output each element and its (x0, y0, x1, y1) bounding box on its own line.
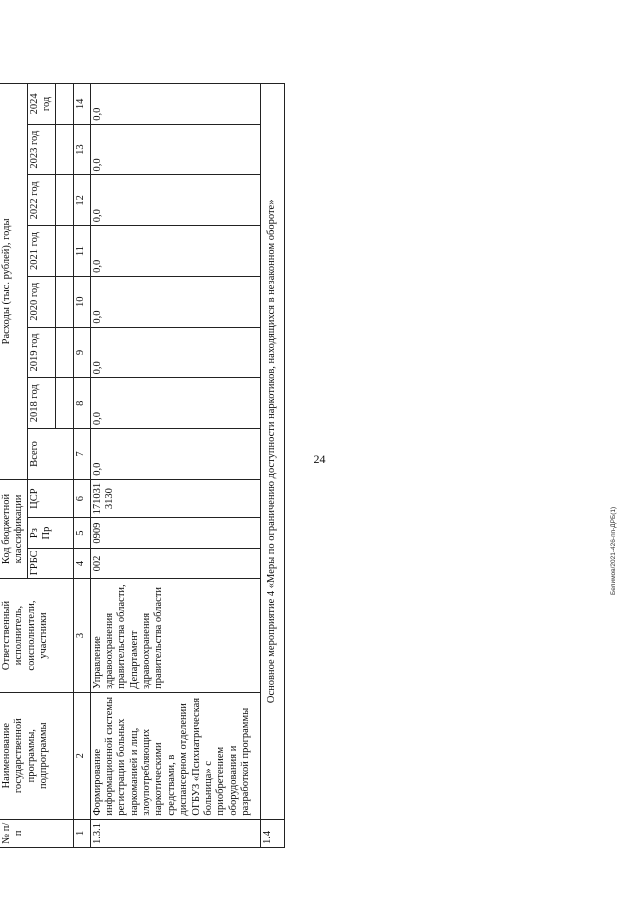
row-value: 0,0 (90, 327, 260, 378)
row-num: 1.3.1 (90, 819, 260, 847)
row-value: 0,0 (90, 175, 260, 226)
header-grbs: ГРБС (27, 548, 73, 578)
row-grbs: 002 (90, 548, 260, 578)
header-year: 2018 год (27, 378, 55, 429)
col-num: 4 (73, 548, 90, 578)
table-row (90, 84, 260, 848)
col-num: 2 (73, 692, 90, 819)
table-row (260, 84, 284, 848)
footer (610, 295, 620, 595)
row-rzpr: 0909 (90, 518, 260, 548)
col-num: 7 (73, 429, 90, 480)
rotated-table-container (0, 83, 409, 848)
col-num: 9 (73, 327, 90, 378)
header-year: 2022 год (27, 175, 55, 226)
col-num: 1 (73, 819, 90, 847)
header-expenses: Расходы (тыс. рублей), годы (0, 84, 27, 480)
row-total: 0,0 (90, 429, 260, 480)
col-num: 12 (73, 175, 90, 226)
row-value: 0,0 (90, 84, 260, 125)
header-year: 2021 год (27, 226, 55, 277)
header-num: № п/п (0, 819, 73, 847)
row-executor: Управление здравоохранения правительства области, Департамент здравоохранения правительства области (90, 579, 260, 693)
col-num: 14 (73, 84, 90, 125)
header-name: Наименование государственной программы, подпрограммы (0, 692, 73, 819)
page-number: 24 (313, 452, 326, 466)
header-year: 2023 год (27, 124, 55, 175)
row-name: Формирование информационной системы регистрации больных наркоманией и лиц, злоупотребляющих наркотическими средствами, в диспансерном отделении ОГБУЗ «Психиатрическая больница» с приобретением оборудования и разработкой программы (90, 692, 260, 819)
row-num: 1.4 (260, 819, 284, 847)
row-value: 0,0 (90, 378, 260, 429)
budget-table (0, 83, 285, 848)
header-year: 2020 год (27, 276, 55, 327)
header-csr: ЦСР (27, 479, 73, 518)
column-numbers-row (73, 84, 90, 848)
row-text: Основное мероприятие 4 «Меры по ограничению доступности наркотиков, находящихся в незаконном обороте» (260, 84, 284, 820)
header-executor: Ответственный исполнитель, соисполнители, участники (0, 579, 73, 693)
header-row-1 (0, 84, 27, 848)
row-value: 0,0 (90, 226, 260, 277)
col-num: 11 (73, 226, 90, 277)
row-csr: 1710313130 (90, 479, 260, 518)
col-num: 3 (73, 579, 90, 693)
row-value: 0,0 (90, 276, 260, 327)
header-year: 2024 год (27, 84, 55, 125)
header-budget-code: Код бюджетной классификации (0, 479, 27, 578)
header-year: 2019 год (27, 327, 55, 378)
col-num: 6 (73, 479, 90, 518)
row-value: 0,0 (90, 124, 260, 175)
header-total: Всего (27, 429, 73, 480)
footer-text: Белимов/2021-426-пп-ДРБ(1) (610, 506, 617, 595)
col-num: 10 (73, 276, 90, 327)
col-num: 13 (73, 124, 90, 175)
col-num: 8 (73, 378, 90, 429)
col-num: 5 (73, 518, 90, 548)
header-rzpr: Рз Пр (27, 518, 73, 548)
